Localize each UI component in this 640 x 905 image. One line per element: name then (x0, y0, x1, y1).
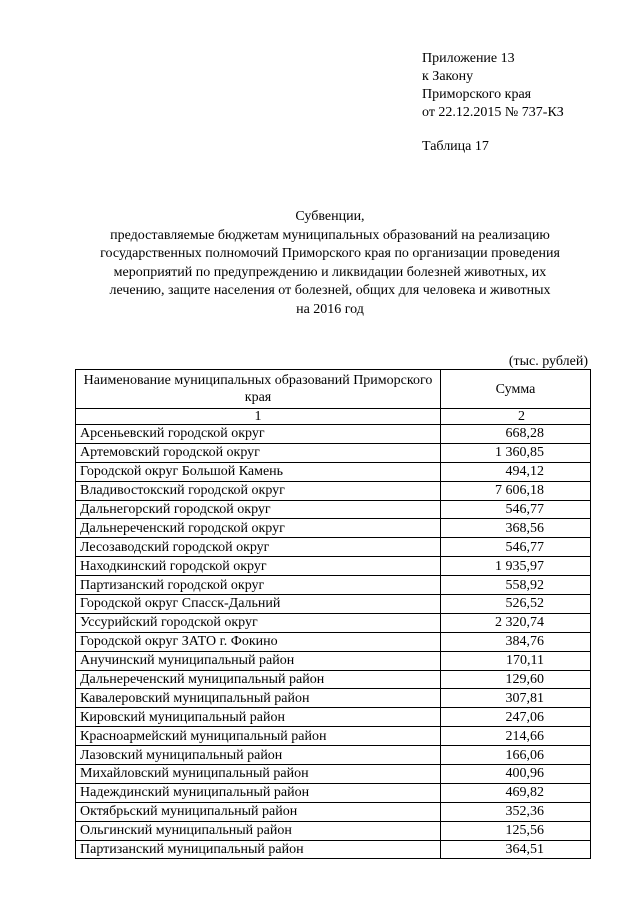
appendix-line: Приморского края (422, 87, 532, 102)
table-row (76, 462, 591, 481)
municipality-name: Лазовский муниципальный район (76, 746, 441, 765)
subvention-sum: 7 606,18 (441, 481, 591, 500)
municipality-name: Артемовский городской округ (76, 443, 441, 462)
municipality-name: Находкинский городской округ (76, 557, 441, 576)
table-row (76, 727, 591, 746)
appendix-line: Приложение 13 (422, 51, 515, 66)
table-row (76, 576, 591, 595)
table-row (76, 765, 591, 784)
subvention-sum: 384,76 (441, 632, 591, 651)
table-number: Таблица 17 (422, 139, 489, 154)
municipality-name: Красноармейский муниципальный район (76, 727, 441, 746)
subvention-sum: 546,77 (441, 500, 591, 519)
municipality-name: Партизанский городской округ (76, 576, 441, 595)
subvention-table (75, 369, 591, 859)
table-row (76, 651, 591, 670)
municipality-name: Дальнереченский муниципальный район (76, 670, 441, 689)
table-row (76, 557, 591, 576)
table-row (76, 840, 591, 859)
subvention-sum: 668,28 (441, 425, 591, 444)
subvention-sum: 125,56 (441, 821, 591, 840)
subvention-sum: 307,81 (441, 689, 591, 708)
title-line: государственных полномочий Приморского края по организации проведения (100, 246, 560, 262)
municipality-name: Дальнереченский городской округ (76, 519, 441, 538)
units-label: (тыс. рублей) (508, 354, 588, 369)
table-row (76, 783, 591, 802)
subvention-sum: 368,56 (441, 519, 591, 538)
title-line: на 2016 год (296, 301, 364, 317)
subvention-sum: 526,52 (441, 595, 591, 614)
subvention-sum: 214,66 (441, 727, 591, 746)
subvention-sum: 400,96 (441, 765, 591, 784)
subvention-sum: 494,12 (441, 462, 591, 481)
document-title (60, 208, 600, 320)
appendix-line: от 22.12.2015 № 737-КЗ (422, 105, 564, 120)
municipality-name: Ольгинский муниципальный район (76, 821, 441, 840)
table-row (76, 746, 591, 765)
table-row (76, 708, 591, 727)
subvention-sum: 1 360,85 (441, 443, 591, 462)
subvention-sum: 1 935,97 (441, 557, 591, 576)
municipality-name: Городской округ Спасск-Дальний (76, 595, 441, 614)
municipality-name: Анучинский муниципальный район (76, 651, 441, 670)
table-row (76, 802, 591, 821)
table-row (76, 821, 591, 840)
header-sum: Сумма (441, 370, 591, 409)
title-line: мероприятий по предупреждению и ликвидации болезней животных, их (113, 264, 547, 280)
table-row (76, 613, 591, 632)
appendix-header (422, 50, 564, 122)
title-line: Субвенции, (295, 209, 365, 224)
municipality-name: Партизанский муниципальный район (76, 840, 441, 859)
subvention-sum: 166,06 (441, 746, 591, 765)
table-row (76, 538, 591, 557)
municipality-name: Арсеньевский городской округ (76, 425, 441, 444)
municipality-name: Городской округ ЗАТО г. Фокино (76, 632, 441, 651)
municipality-name: Октябрьский муниципальный район (76, 802, 441, 821)
table-row (76, 443, 591, 462)
municipality-name: Городской округ Большой Камень (76, 462, 441, 481)
municipality-name: Кавалеровский муниципальный район (76, 689, 441, 708)
municipality-name: Владивостокский городской округ (76, 481, 441, 500)
title-line: предоставляемые бюджетам муниципальных образований на реализацию (110, 227, 550, 243)
municipality-name: Кировский муниципальный район (76, 708, 441, 727)
municipality-name: Михайловский муниципальный район (76, 765, 441, 784)
column-number-row (76, 409, 591, 425)
header-name: Наименование муниципальных образований Приморского края (76, 370, 441, 409)
column-number: 2 (441, 409, 591, 425)
table-row (76, 500, 591, 519)
table-row (76, 481, 591, 500)
subvention-sum: 352,36 (441, 802, 591, 821)
table-header-row (76, 370, 591, 409)
title-line: лечению, защите населения от болезней, общих для человека и животных (109, 283, 551, 299)
municipality-name: Надеждинский муниципальный район (76, 783, 441, 802)
subvention-sum: 469,82 (441, 783, 591, 802)
appendix-line: к Закону (422, 69, 474, 84)
municipality-name: Лесозаводский городской округ (76, 538, 441, 557)
subvention-sum: 546,77 (441, 538, 591, 557)
table-row (76, 595, 591, 614)
table-row (76, 632, 591, 651)
subvention-sum: 2 320,74 (441, 613, 591, 632)
municipality-name: Дальнегорский городской округ (76, 500, 441, 519)
subvention-sum: 364,51 (441, 840, 591, 859)
subvention-sum: 129,60 (441, 670, 591, 689)
municipality-name: Уссурийский городской округ (76, 613, 441, 632)
table-row (76, 519, 591, 538)
subvention-sum: 558,92 (441, 576, 591, 595)
column-number: 1 (76, 409, 441, 425)
table-row (76, 689, 591, 708)
table-row (76, 670, 591, 689)
subvention-sum: 170,11 (441, 651, 591, 670)
subvention-sum: 247,06 (441, 708, 591, 727)
table-row (76, 425, 591, 444)
